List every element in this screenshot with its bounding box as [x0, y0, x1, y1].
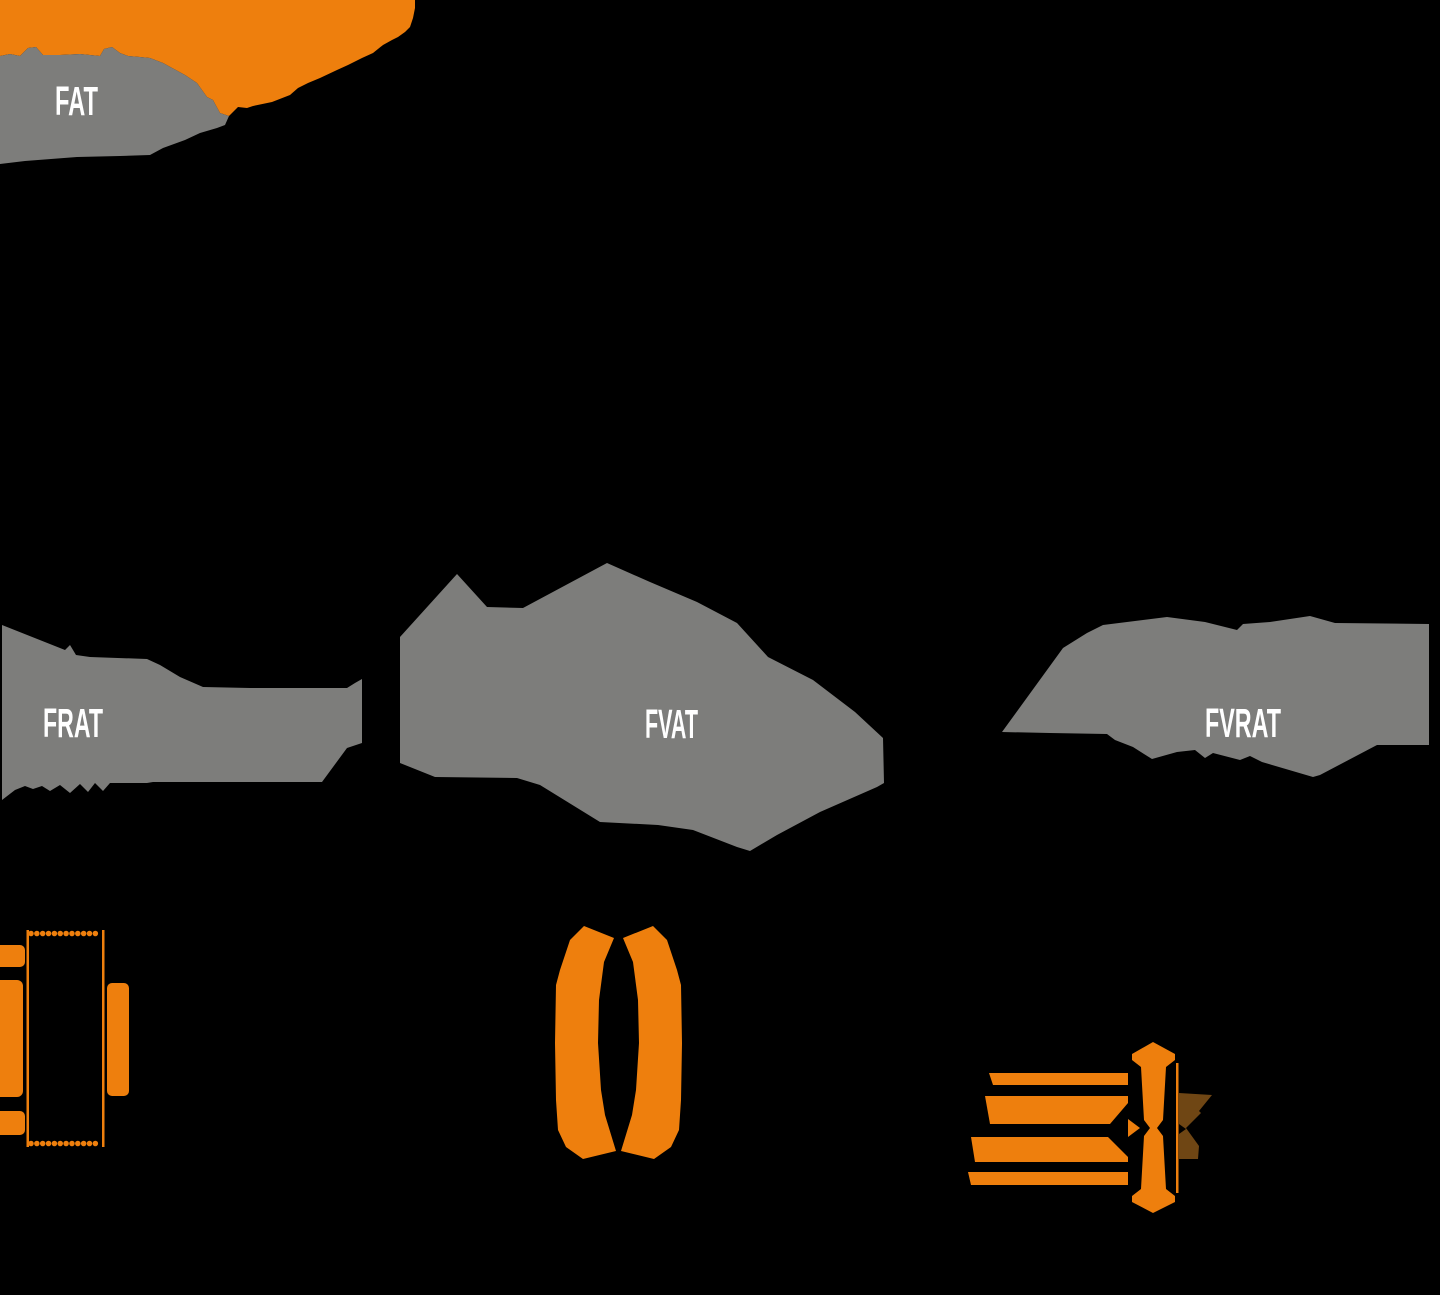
left-tab-top — [0, 945, 25, 967]
oval-ring-icon — [555, 926, 682, 1159]
connector-module-icon — [0, 930, 129, 1147]
stripe-2 — [985, 1096, 1128, 1124]
fat-label: FAT — [55, 78, 98, 124]
frat-label: FRAT — [43, 700, 103, 746]
module-left-rail — [27, 930, 30, 1147]
fvrat-blob — [1002, 616, 1429, 777]
left-tab-middle — [0, 980, 23, 1097]
stripes-arrow-burst-icon — [968, 1042, 1212, 1213]
right-tab — [107, 983, 129, 1096]
ring-left-half — [555, 926, 616, 1159]
stripe-3 — [971, 1137, 1128, 1162]
fvrat-label: FVRAT — [1205, 700, 1281, 746]
fvat-blob — [400, 563, 884, 851]
stripe-1 — [989, 1073, 1128, 1085]
impact-line — [1176, 1063, 1179, 1193]
stripe-4 — [968, 1172, 1128, 1185]
left-tab-bottom — [0, 1111, 25, 1135]
ring-right-half — [621, 926, 682, 1159]
impact-burst — [1179, 1093, 1212, 1159]
waist-arrowhead — [1128, 1119, 1140, 1137]
module-right-rail — [102, 930, 105, 1147]
fvat-label: FVAT — [645, 701, 698, 747]
